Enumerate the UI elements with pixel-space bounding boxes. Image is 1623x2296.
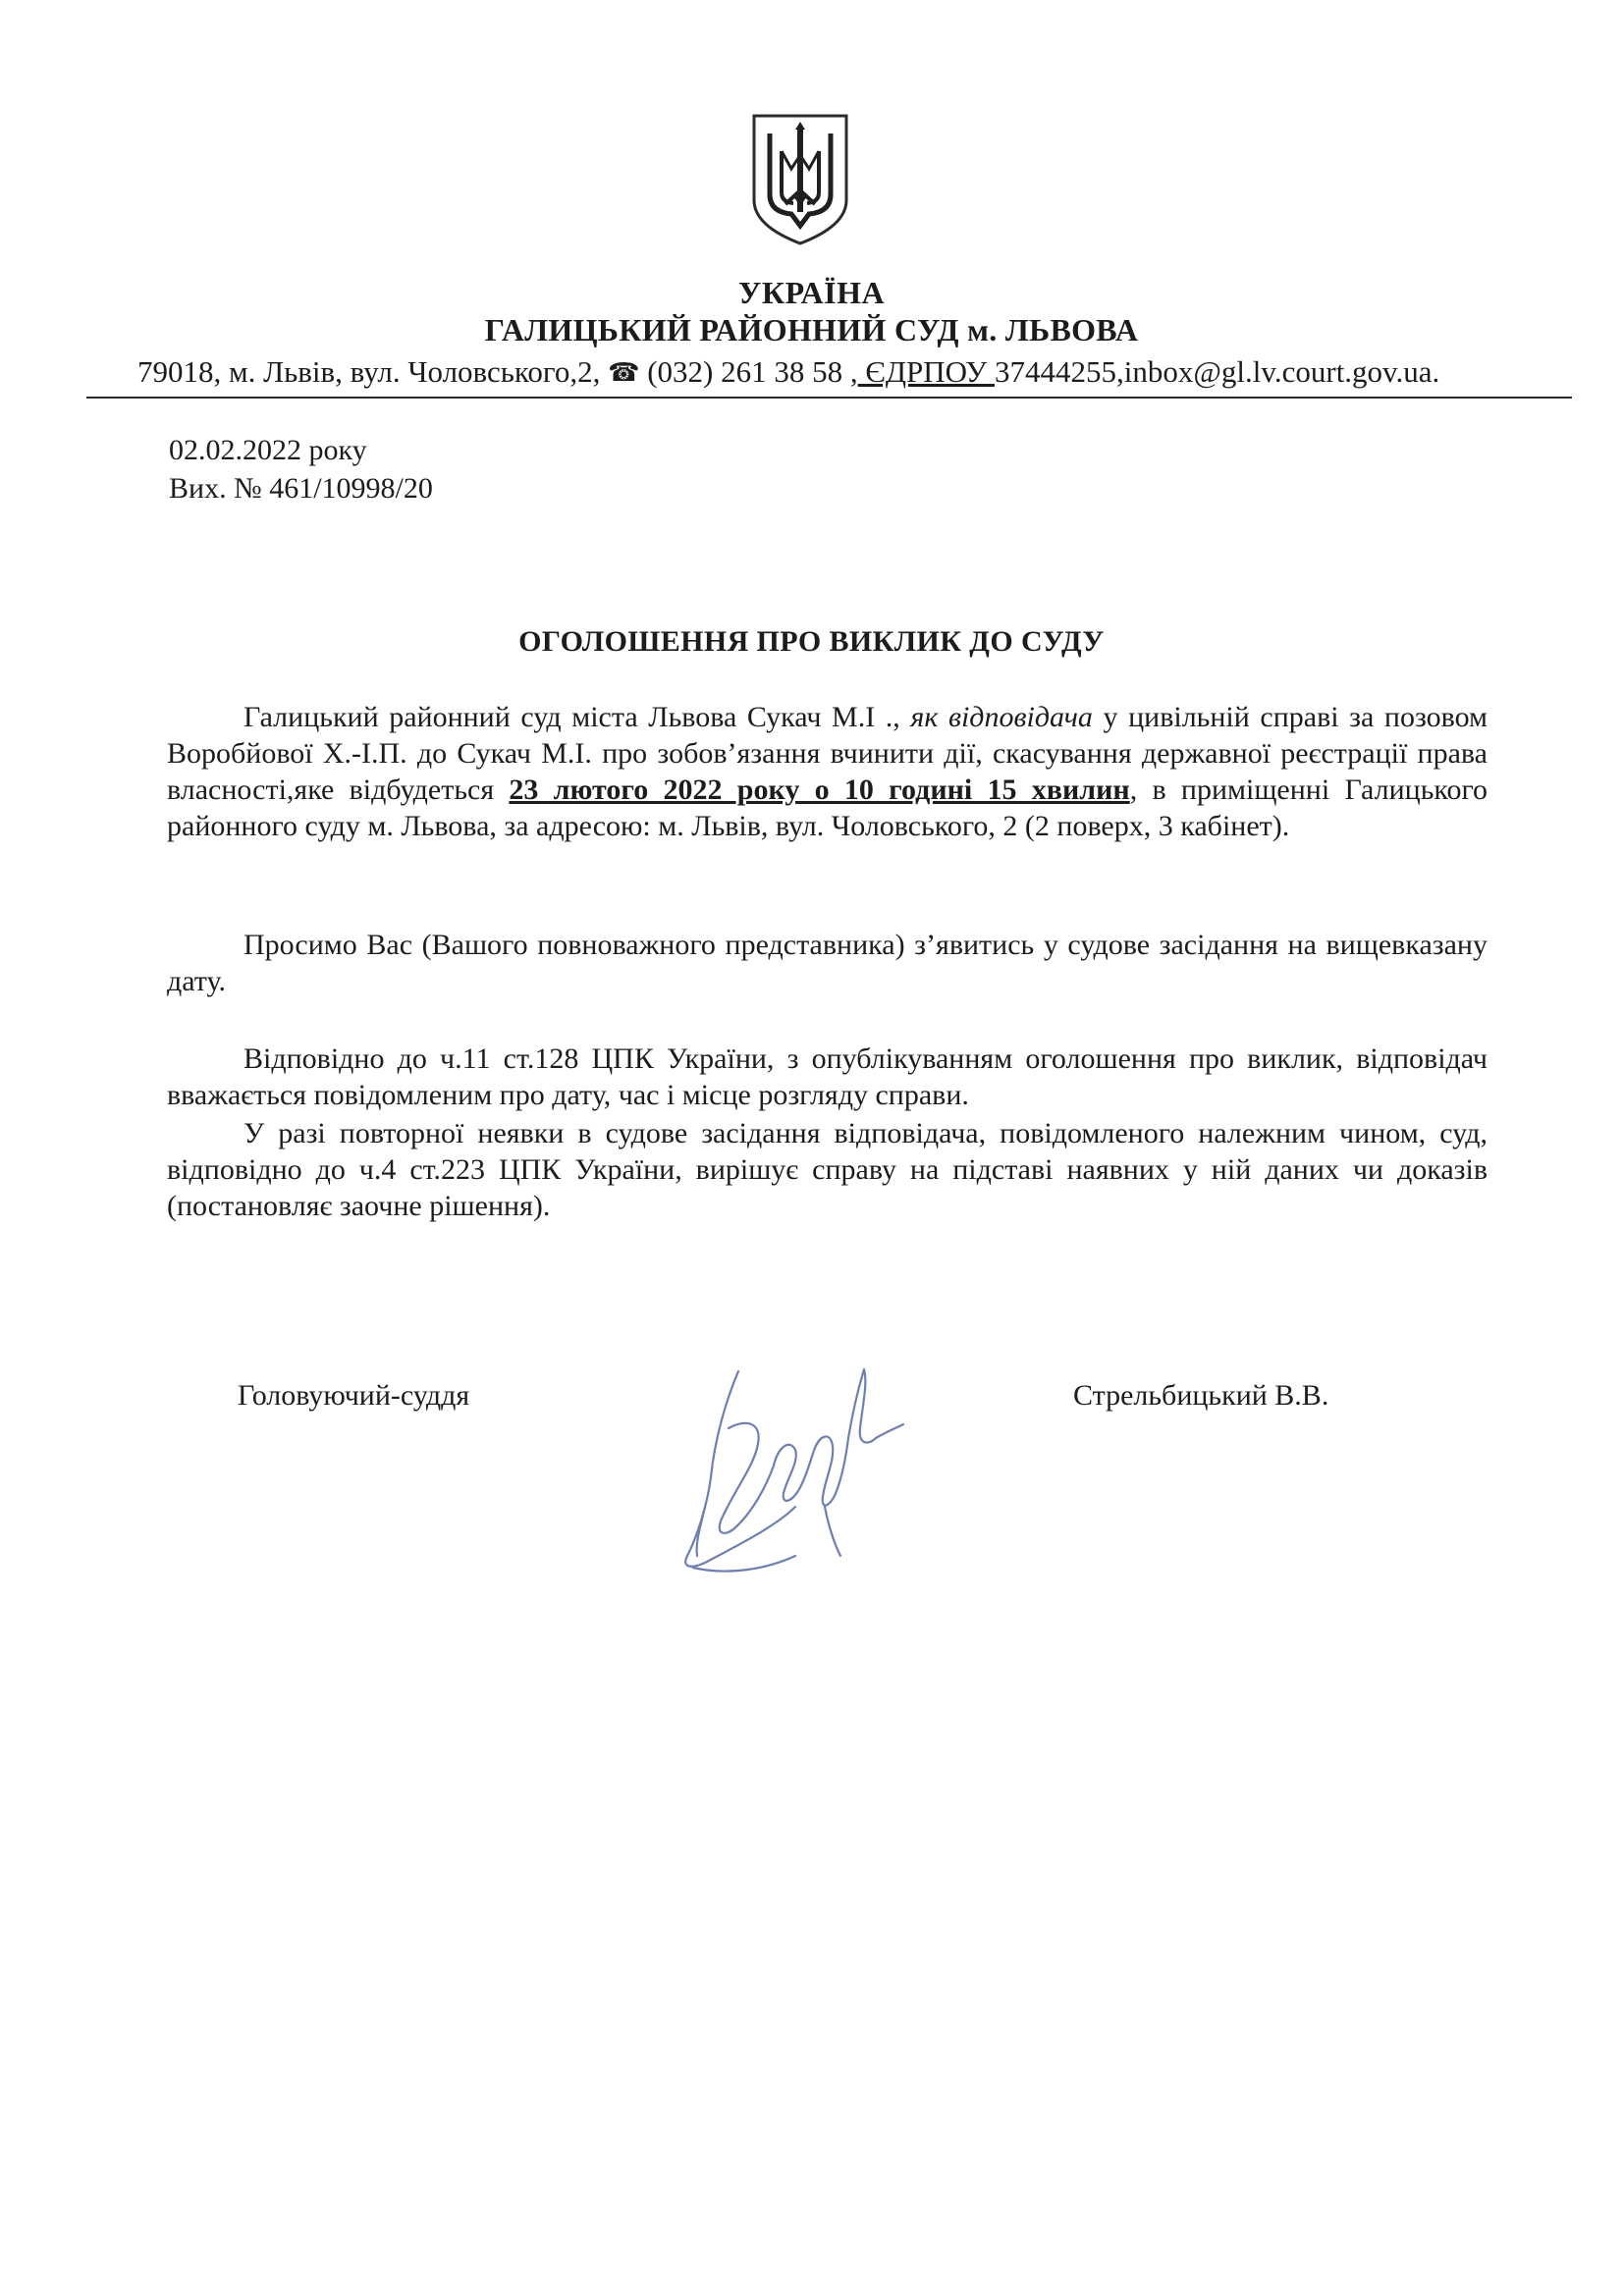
signatory-role: Головуючий-суддя — [238, 1379, 470, 1412]
absence-consequence-paragraph: У разі повторної неявки в судове засідання відповідача, повідомленого належним чином, суд, відповідно до ч.4 ст.223 ЦПК України, вирішує справу на підставі наявних у ній даних чи доказів (постановляє заочне рішення). — [167, 1117, 1488, 1222]
document-title: ОГОЛОШЕННЯ ПРО ВИКЛИК ДО СУДУ — [518, 625, 1105, 658]
coat-of-arms-icon — [746, 110, 854, 247]
hearing-datetime: 23 лютого 2022 року о 10 годині 15 хвилин — [509, 774, 1130, 806]
court-name-heading: ГАЛИЦЬКИЙ РАЙОННИЙ СУД м. ЛЬВОВА — [484, 312, 1139, 347]
appearance-request-paragraph: Просимо Вас (Вашого повноважного представника) з’явитись у судове засідання на вищевказану дату. — [167, 929, 1488, 997]
handwritten-signature — [668, 1360, 913, 1595]
outgoing-number: Вих. № 461/10998/20 — [169, 472, 433, 505]
summons-paragraph — [167, 699, 1488, 844]
document-date: 02.02.2022 року — [169, 434, 367, 466]
edrpou-value: 37444255, — [994, 354, 1124, 389]
court-phone: (032) 261 38 58 , — [647, 354, 858, 389]
summons-location-text: , в приміщенні Галицького районного суду м. Львова, за адресою: м. Львів, вул. Чоловського, 2 (2 поверх, 3 кабінет). — [167, 774, 1488, 842]
defendant-role: як відповідача — [910, 701, 1093, 733]
header-divider — [86, 397, 1572, 399]
telephone-icon: ☎ — [608, 358, 640, 387]
signatory-name: Стрельбицький В.В. — [1073, 1379, 1329, 1412]
court-address: 79018, м. Львів, вул. Чоловського,2, — [137, 354, 609, 389]
court-email: inbox@gl.lv.court.gov.ua. — [1123, 354, 1440, 389]
notification-paragraph: Відповідно до ч.11 ст.128 ЦПК України, з опублікуванням оголошення про виклик, відповідач вважається повідомленим про дату, час і місце розгляду справи. — [167, 1042, 1488, 1111]
summons-text-start: Галицький районний суд міста Львова Сукач М.І ., — [243, 701, 911, 733]
court-contacts — [137, 354, 1551, 390]
edrpou-label: ЄДРПОУ — [857, 354, 995, 389]
country-heading: УКРАЇНА — [737, 275, 886, 310]
summons-case-text: у цивільній справі за позовом Воробйової Х.-І.П. до Сукач М.І. про зобов’язання вчинити дії, скасування державної реєстрації права власності,яке відбудеться — [167, 701, 1488, 806]
